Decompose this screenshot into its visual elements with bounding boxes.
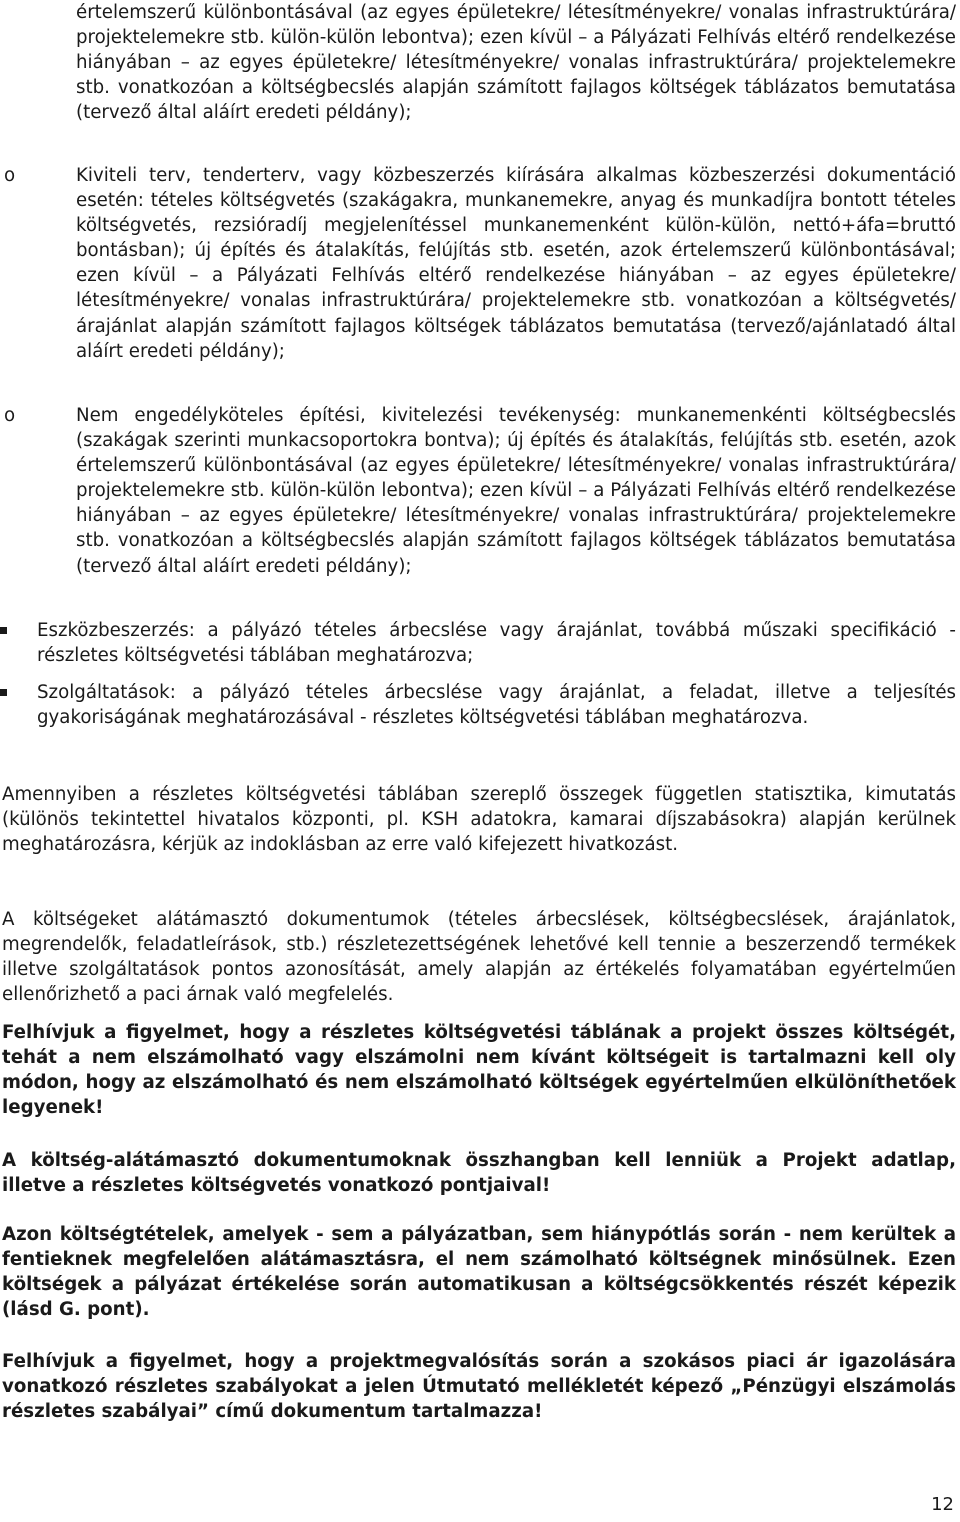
main-bullet-text: Szolgáltatások: a pályázó tételes árbecslése vagy árajánlat, a feladat, illetve a teljesítés gyakoriságának meghatározásával - részletes költségvetési táblában meghatározva.	[37, 682, 956, 729]
square-bullet-icon	[0, 627, 7, 634]
main-bullet-item	[37, 618, 956, 668]
sub-bullet-item	[4, 163, 956, 364]
sub-bullet-text: Kiviteli terv, tenderterv, vagy közbeszerzés kiírására alkalmas közbeszerzési dokumentáció esetén: tételes költségvetés (szakágakra, munkanemekre, anyag és munkadíjra bontott tételes költségvetés, rezsióradíj megjelenítéssel munkanemenként külön-külön, nettó+áfa=bruttó bontásban); új építés és átalakítás, felújítás stb. esetén, azok értelemszerű különbontásával; ezen kívül – a Pályázati Felhívás eltérő rendelkezése hiányában – az egyes épületekre/ létesítményekre/ vonalas infrastruktúrára/ projektelemekre stb. vonatkozóan a költségvetés/árajánlat alapján számított fajlagos költségek táblázatos bemutatása (tervező/ajánlatadó által aláírt eredeti példány);	[76, 165, 956, 362]
bold-notice-paragraph: Felhívjuk a figyelmet, hogy a projektmegvalósítás során a szokásos piaci ár igazolására vonatkozó részletes szabályokat a jelen Útmutató mellékletét képező „Pénzügyi elszámolás részletes szabályai” című dokumentum tartalmazza!	[2, 1351, 956, 1423]
intro-continuation-paragraph: értelemszerű különbontásával (az egyes épületekre/ létesítményekre/ vonalas infrastruktúrára/ projektelemekre stb. külön-külön lebontva); ezen kívül – a Pályázati Felhívás eltérő rendelkezése hiányában – az egyes épületekre/ létesítményekre/ vonalas infrastruktúrára/ projektelemekre stb. vonatkozóan a költségbecslés alapján számított fajlagos költségek táblázatos bemutatása (tervező által aláírt eredeti példány);	[76, 2, 956, 124]
page-number: 12	[931, 1494, 954, 1515]
sub-bullet-item	[4, 403, 956, 579]
main-bullet-text: Eszközbeszerzés: a pályázó tételes árbecslése vagy árajánlat, továbbá műszaki specifikáció - részletes költségvetési táblában meghatározva;	[37, 620, 956, 667]
bold-notice-paragraph: Azon költségtételek, amelyek - sem a pályázatban, sem hiánypótlás során - nem kerültek a fentieknek megfelelően alátámasztásra, el nem számolható költségnek minősülnek. Ezen költségek a pályázat értékelése során automatikusan a költségcsökkentés részét képezik (lásd G. pont).	[2, 1224, 956, 1321]
sub-bullet-text: Nem engedélyköteles építési, kivitelezési tevékenység: munkanemenkénti költségbecslés (szakágak szerinti munkacsoportokra bontva); új építés és átalakítás, felújítás stb. esetén, azok értelemszerű különbontásával (az egyes épületekre/ létesítményekre/ vonalas infrastruktúrára/ projektelemekre stb. külön-külön lebontva); ezen kívül – a Pályázati Felhívás eltérő rendelkezése hiányában – az egyes épületekre/ létesítményekre/ vonalas infrastruktúrára/ projektelemekre stb. vonatkozóan a költségbecslés alapján számított fajlagos költségek táblázatos bemutatása (tervező által aláírt eredeti példány);	[76, 405, 956, 577]
square-bullet-icon	[0, 689, 7, 696]
bold-notice-paragraph: A költség-alátámasztó dokumentumoknak összhangban kell lenniük a Projekt adatlap, illetve a részletes költségvetés vonatkozó pontjaival!	[2, 1150, 956, 1197]
body-paragraph: A költségeket alátámasztó dokumentumok (tételes árbecslések, költségbecslések, árajánlatok, megrendelők, feladatleírások, stb.) részletezettségének lehetővé kell tennie a beszerzendő termékek illetve szolgáltatások pontos azonosítását, amely alapján az értékelés folyamatában egyértelműen ellenőrizhető a paci árnak való megfelelés.	[2, 909, 956, 1006]
main-bullet-item	[37, 680, 956, 730]
circle-bullet-icon: o	[4, 405, 16, 426]
bold-notice-paragraph: Felhívjuk a figyelmet, hogy a részletes költségvetési táblának a projekt összes költségét, tehát a nem elszámolható vagy elszámolni nem kívánt költségeit is tartalmazni kell oly módon, hogy az elszámolható és nem elszámolható költségek egyértelműen elkülöníthetőek legyenek!	[2, 1022, 956, 1119]
circle-bullet-icon: o	[4, 165, 16, 186]
body-paragraph: Amennyiben a részletes költségvetési táblában szereplő összegek független statisztika, kimutatás (különös tekintettel hivatalos központi, pl. KSH adatokra, kamarai díjszabásokra) alapján kerülnek meghatározásra, kérjük az indoklásban az erre való kifejezett hivatkozást.	[2, 784, 956, 856]
